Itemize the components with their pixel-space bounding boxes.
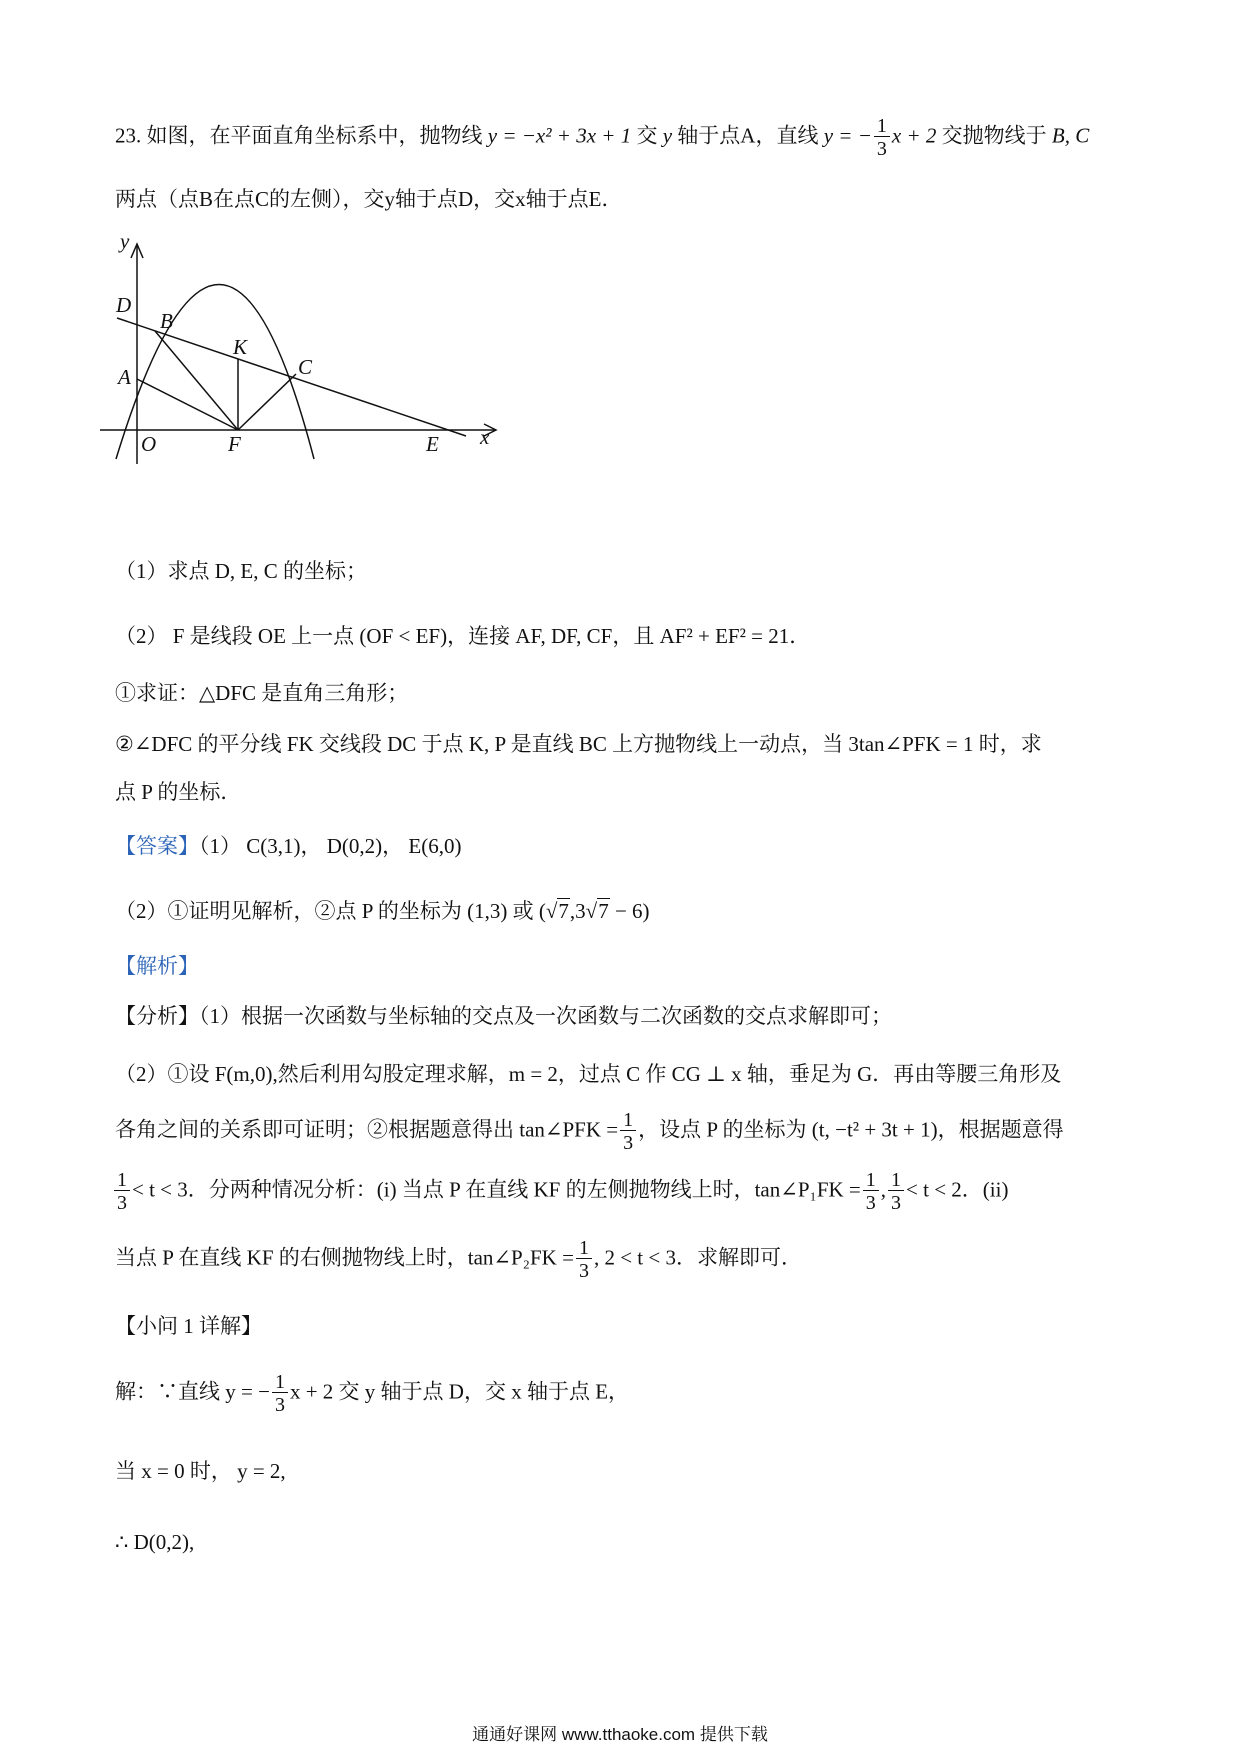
analysis-p2-line1: （2）①设 F(m,0),然后利用勾股定理求解，m = 2，过点 C 作 CG ⊥ x 轴，垂足为 G．再由等腰三角形及 bbox=[115, 1062, 1062, 1086]
segment-BF bbox=[155, 331, 238, 430]
answer-line-1: 【答案】（1） C(3,1)， D(0,2)， E(6,0) bbox=[115, 834, 462, 858]
part-2-ii-a: ②∠DFC 的平分线 FK 交线段 DC 于点 K, P 是直线 BC 上方抛物线上一动点，当 3tan∠PFK = 1 时，求 bbox=[115, 732, 1042, 756]
label-E: E bbox=[426, 432, 439, 456]
label-A: A bbox=[118, 365, 131, 389]
analysis-p2-line3: $\frac{1}{3}$ < t < 3．分两种情况分析：(i) 当点 P 在直线 KF 的左侧抛物线上时，tan∠P₁FK = $\frac{1}{3}$ , $\frac{1}{3}$ < t < 2．(ii) bbox=[112, 1170, 1008, 1213]
part-1: （1）求点 D, E, C 的坐标； bbox=[115, 559, 367, 583]
segment-AF bbox=[137, 379, 238, 430]
part-2-i: ①求证：△DFC 是直角三角形； bbox=[115, 681, 409, 705]
segment-CF bbox=[238, 374, 296, 430]
label-O: O bbox=[141, 432, 157, 456]
label-F: F bbox=[228, 432, 241, 456]
parabola-equation: y = −x² + 3x + 1 bbox=[487, 123, 632, 148]
label-B: B bbox=[160, 309, 173, 333]
answer-line-2: （2）①证明见解析，②点 P 的坐标为 (1,3) 或 (√7,3√7 − 6) bbox=[115, 899, 650, 923]
answer-label: 【答案】 bbox=[115, 834, 199, 858]
coordinate-figure bbox=[108, 229, 508, 474]
detail-solution: 解：∵直线 y = − $\frac{1}{3}$ x + 2 交 y 轴于点 D，交 x 轴于点 E， bbox=[115, 1371, 630, 1416]
detail-when: 当 x = 0 时， y = 2, bbox=[115, 1459, 286, 1483]
label-D: D bbox=[116, 293, 132, 317]
label-C: C bbox=[298, 355, 313, 379]
fraction-one-third: $\frac{1}{3}$ bbox=[874, 116, 890, 159]
line-DE bbox=[117, 318, 466, 436]
detail-label: 【小问 1 详解】 bbox=[115, 1314, 262, 1338]
label-x: x bbox=[480, 425, 490, 449]
analysis-label: 【解析】 bbox=[115, 954, 199, 978]
detail-therefore: ∴ D(0,2), bbox=[115, 1530, 195, 1554]
question-line-2: 两点（点B在点C的左侧），交y轴于点D，交x轴于点E． bbox=[115, 187, 623, 211]
part-2: （2） F 是线段 OE 上一点 (OF < EF)，连接 AF, DF, CF，且 AF² + EF² = 21． bbox=[115, 624, 811, 648]
analysis-fenxi: 【分析】（1）根据一次函数与坐标轴的交点及一次函数与二次函数的交点求解即可； bbox=[115, 1004, 892, 1028]
label-K: K bbox=[233, 335, 248, 359]
analysis-p2-line4: 当点 P 在直线 KF 的右侧抛物线上时，tan∠P₂FK = $\frac{1}{3}$ , 2 < t < 3．求解即可． bbox=[115, 1237, 802, 1282]
question-line-1: 23. 如图，在平面直角坐标系中，抛物线 y = −x² + 3x + 1 交 y 轴于点A，直线 y = − $\frac{1}{3}$ x + 2 交抛物线于 B, C bbox=[115, 115, 1090, 160]
part-2-ii-b: 点 P 的坐标． bbox=[115, 780, 242, 804]
analysis-p2-line2: 各角之间的关系即可证明；②根据题意得出 tan∠PFK = $\frac{1}{3}$ ，设点 P 的坐标为 (t, −t² + 3t + 1)，根据题意得 bbox=[115, 1109, 1064, 1154]
footer-source: 通通好课网 www.tthaoke.com 提供下载 bbox=[472, 1725, 768, 1744]
question-number: 23. bbox=[115, 123, 142, 148]
label-y: y bbox=[120, 229, 130, 253]
